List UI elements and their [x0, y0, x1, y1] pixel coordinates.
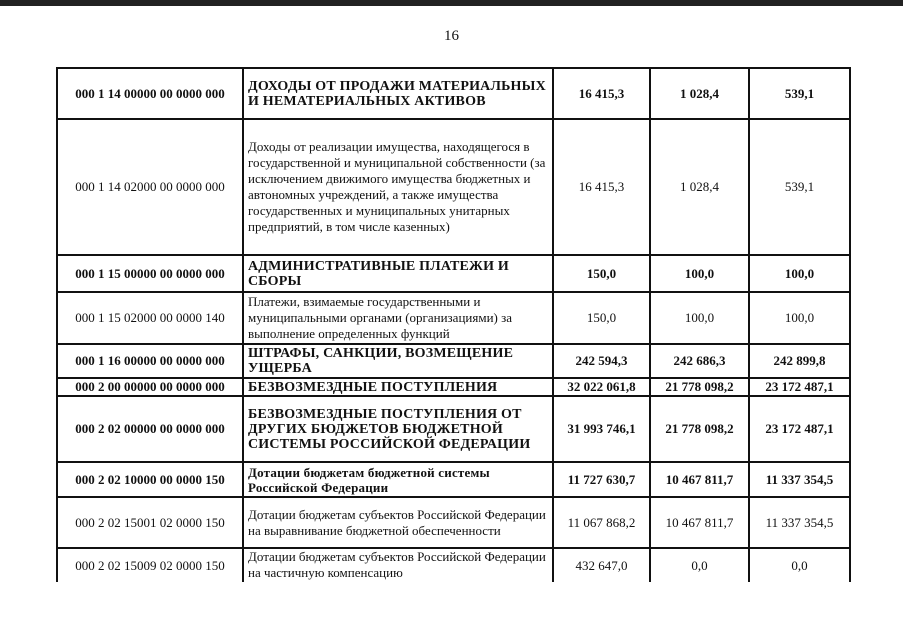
row-value-1: 32 022 061,8 — [553, 378, 650, 396]
row-value-3: 11 337 354,5 — [749, 497, 850, 548]
row-value-2: 1 028,4 — [650, 119, 749, 255]
table-row — [57, 68, 850, 119]
row-value-2: 100,0 — [650, 255, 749, 292]
row-code: 000 2 02 15009 02 0000 150 — [57, 548, 243, 582]
row-name: БЕЗВОЗМЕЗДНЫЕ ПОСТУПЛЕНИЯ — [243, 378, 553, 396]
row-code: 000 1 15 02000 00 0000 140 — [57, 292, 243, 344]
row-value-1: 11 727 630,7 — [553, 462, 650, 497]
row-value-3: 23 172 487,1 — [749, 378, 850, 396]
row-value-3: 100,0 — [749, 292, 850, 344]
table-row — [57, 344, 850, 378]
row-value-2: 0,0 — [650, 548, 749, 582]
row-value-1: 150,0 — [553, 255, 650, 292]
row-value-3: 0,0 — [749, 548, 850, 582]
row-value-1: 31 993 746,1 — [553, 396, 650, 462]
row-code: 000 1 14 02000 00 0000 000 — [57, 119, 243, 255]
row-code: 000 1 14 00000 00 0000 000 — [57, 68, 243, 119]
table-row — [57, 255, 850, 292]
table-row — [57, 292, 850, 344]
row-value-2: 10 467 811,7 — [650, 497, 749, 548]
row-name: Дотации бюджетам субъектов Российской Федерации на частичную компенсацию — [243, 548, 553, 582]
row-value-3: 242 899,8 — [749, 344, 850, 378]
row-name: Платежи, взимаемые государственными и муниципальными органами (организациями) за выполнение определенных функций — [243, 292, 553, 344]
page-top-edge — [0, 0, 903, 6]
row-code: 000 2 02 10000 00 0000 150 — [57, 462, 243, 497]
row-value-1: 432 647,0 — [553, 548, 650, 582]
table-row — [57, 396, 850, 462]
row-name: ДОХОДЫ ОТ ПРОДАЖИ МАТЕРИАЛЬНЫХ И НЕМАТЕРИАЛЬНЫХ АКТИВОВ — [243, 68, 553, 119]
row-name: Доходы от реализации имущества, находящегося в государственной и муниципальной собственности (за исключением движимого имущества бюджетных и автономных учреждений, а также имущества государственных и муниципальных унитарных предприятий, в том числе казенных) — [243, 119, 553, 255]
row-code: 000 1 16 00000 00 0000 000 — [57, 344, 243, 378]
row-name: БЕЗВОЗМЕЗДНЫЕ ПОСТУПЛЕНИЯ ОТ ДРУГИХ БЮДЖЕТОВ БЮДЖЕТНОЙ СИСТЕМЫ РОССИЙСКОЙ ФЕДЕРАЦИИ — [243, 396, 553, 462]
table-row — [57, 378, 850, 396]
row-name: АДМИНИСТРАТИВНЫЕ ПЛАТЕЖИ И СБОРЫ — [243, 255, 553, 292]
row-code: 000 2 00 00000 00 0000 000 — [57, 378, 243, 396]
row-value-3: 539,1 — [749, 119, 850, 255]
row-value-2: 242 686,3 — [650, 344, 749, 378]
row-value-1: 16 415,3 — [553, 68, 650, 119]
row-value-2: 100,0 — [650, 292, 749, 344]
row-value-1: 16 415,3 — [553, 119, 650, 255]
row-value-2: 21 778 098,2 — [650, 378, 749, 396]
budget-revenue-table — [56, 67, 851, 582]
table-row — [57, 497, 850, 548]
page-number: 16 — [444, 28, 459, 44]
table-row — [57, 119, 850, 255]
row-name: ШТРАФЫ, САНКЦИИ, ВОЗМЕЩЕНИЕ УЩЕРБА — [243, 344, 553, 378]
row-value-1: 242 594,3 — [553, 344, 650, 378]
table-row — [57, 548, 850, 582]
row-value-1: 11 067 868,2 — [553, 497, 650, 548]
row-value-2: 1 028,4 — [650, 68, 749, 119]
row-code: 000 2 02 15001 02 0000 150 — [57, 497, 243, 548]
row-name: Дотации бюджетам бюджетной системы Российской Федерации — [243, 462, 553, 497]
table-row — [57, 462, 850, 497]
row-value-3: 11 337 354,5 — [749, 462, 850, 497]
row-value-3: 100,0 — [749, 255, 850, 292]
row-value-2: 10 467 811,7 — [650, 462, 749, 497]
row-name: Дотации бюджетам субъектов Российской Федерации на выравнивание бюджетной обеспеченности — [243, 497, 553, 548]
row-value-3: 23 172 487,1 — [749, 396, 850, 462]
row-code: 000 1 15 00000 00 0000 000 — [57, 255, 243, 292]
row-value-1: 150,0 — [553, 292, 650, 344]
row-code: 000 2 02 00000 00 0000 000 — [57, 396, 243, 462]
row-value-2: 21 778 098,2 — [650, 396, 749, 462]
row-value-3: 539,1 — [749, 68, 850, 119]
